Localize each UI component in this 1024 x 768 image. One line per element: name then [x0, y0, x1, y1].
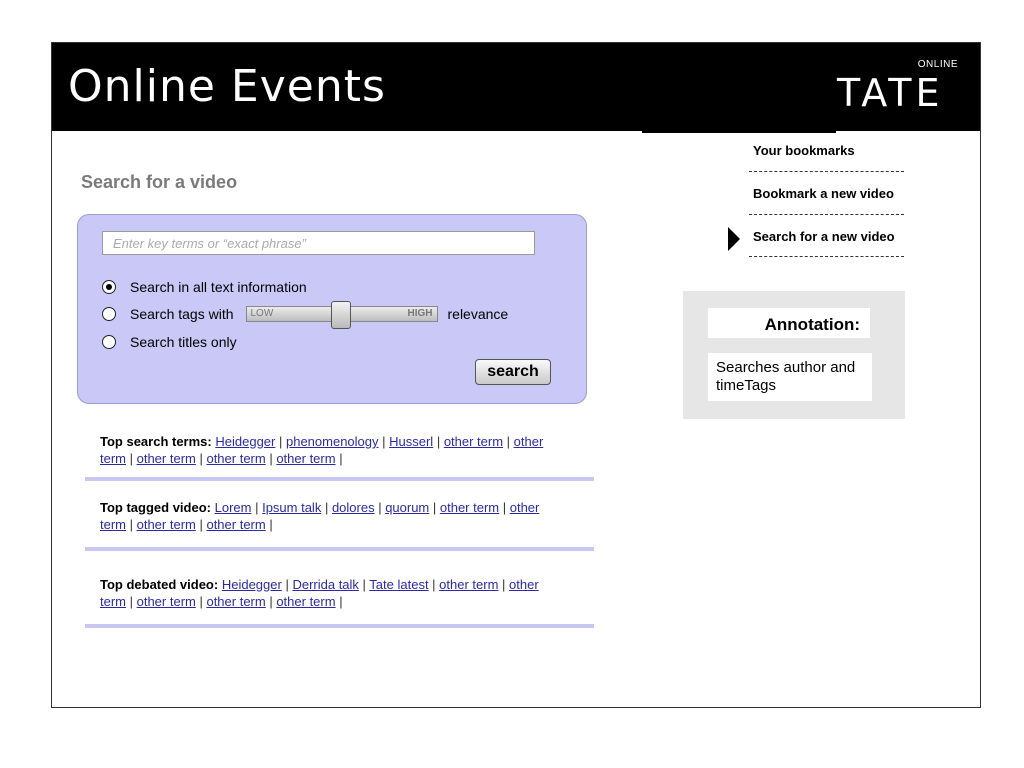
term-separator: |	[358, 577, 370, 592]
nav-item-your-bookmarks[interactable]: Your bookmarks	[753, 143, 855, 158]
term-separator: |	[503, 434, 514, 449]
term-separator: |	[126, 451, 137, 466]
top-tagged-video	[100, 499, 560, 533]
brand-online-text: ONLINE	[917, 59, 958, 70]
term-link[interactable]: other term	[206, 594, 266, 609]
term-link[interactable]: quorum	[385, 500, 430, 515]
term-separator: |	[251, 500, 263, 515]
slider-high-label: HIGH	[407, 308, 433, 319]
term-link[interactable]: other term	[100, 434, 544, 466]
radio-titles[interactable]	[102, 335, 116, 349]
term-separator: |	[265, 451, 277, 466]
term-separator: |	[433, 434, 444, 449]
option-all-text[interactable]	[102, 279, 307, 295]
header-bar	[52, 43, 980, 131]
option-label: Search in all text information	[130, 279, 307, 295]
relevance-slider[interactable]	[246, 306, 438, 322]
search-input[interactable]	[102, 231, 535, 255]
search-panel	[77, 214, 587, 404]
top-debated-video	[100, 576, 560, 610]
tate-logo: TATE	[837, 71, 944, 115]
header-divider	[642, 131, 836, 133]
top-search-terms	[100, 433, 560, 467]
annotation-text: Searches author and timeTags	[708, 353, 872, 401]
term-link[interactable]: dolores	[331, 500, 375, 515]
slider-thumb[interactable]	[331, 301, 351, 329]
term-separator: |	[275, 434, 286, 449]
term-link[interactable]: other term	[276, 594, 336, 609]
term-separator: |	[195, 517, 207, 532]
term-link[interactable]: other term	[136, 517, 196, 532]
term-link[interactable]: other term	[439, 500, 500, 515]
term-link[interactable]: other term	[439, 577, 499, 592]
term-link[interactable]: Ipsum talk	[262, 500, 322, 515]
search-button[interactable]: search	[475, 359, 551, 385]
radio-all-text[interactable]	[102, 280, 116, 294]
term-separator: |	[378, 434, 390, 449]
term-separator: |	[335, 451, 343, 466]
app-title: Online Events	[68, 61, 386, 112]
term-separator: |	[321, 500, 332, 515]
nav-item-search-new-video[interactable]: Search for a new video	[753, 229, 895, 244]
term-link[interactable]: other term	[206, 451, 266, 466]
term-separator: |	[126, 594, 137, 609]
nav-item-bookmark-new-video[interactable]: Bookmark a new video	[753, 186, 894, 201]
section-title: Search for a video	[81, 172, 238, 192]
slider-low-label: LOW	[250, 308, 274, 319]
term-link[interactable]: other term	[100, 577, 539, 609]
list-label: Top search terms:	[100, 434, 212, 449]
list-label: Top tagged video:	[100, 500, 211, 515]
term-link[interactable]: Lorem	[214, 500, 252, 515]
option-tags[interactable]	[102, 306, 508, 322]
term-link[interactable]: phenomenology	[285, 434, 379, 449]
term-link[interactable]: Heidegger	[221, 577, 282, 592]
option-label: Search titles only	[130, 334, 237, 350]
nav-divider	[749, 171, 904, 172]
term-link[interactable]: other term	[443, 434, 504, 449]
term-separator: |	[126, 517, 137, 532]
term-link[interactable]: Tate latest	[369, 577, 429, 592]
term-separator: |	[429, 500, 440, 515]
nav-divider	[749, 214, 904, 215]
list-label: Top debated video:	[100, 577, 219, 592]
radio-tags[interactable]	[102, 307, 116, 321]
term-separator: |	[499, 500, 510, 515]
term-separator: |	[195, 594, 207, 609]
section-divider	[85, 477, 594, 481]
tate-logo-block[interactable]	[837, 43, 980, 131]
section-divider	[85, 624, 594, 628]
term-separator: |	[265, 517, 273, 532]
active-arrow-icon	[728, 227, 740, 251]
term-link[interactable]: other term	[206, 517, 266, 532]
nav-divider	[749, 256, 904, 257]
term-separator: |	[265, 594, 277, 609]
page-frame	[51, 42, 981, 708]
term-link[interactable]: Derrida talk	[292, 577, 359, 592]
term-link[interactable]: other term	[136, 594, 196, 609]
term-separator: |	[428, 577, 440, 592]
option-suffix: relevance	[447, 306, 509, 322]
term-separator: |	[195, 451, 207, 466]
annotation-heading: Annotation:	[708, 308, 870, 338]
term-separator: |	[281, 577, 293, 592]
term-separator: |	[374, 500, 386, 515]
term-separator: |	[335, 594, 343, 609]
option-label: Search tags with	[130, 306, 234, 322]
term-link[interactable]: other term	[100, 500, 540, 532]
annotation-panel	[683, 291, 905, 419]
section-divider	[85, 547, 594, 551]
term-link[interactable]: other term	[276, 451, 336, 466]
term-link[interactable]: other term	[136, 451, 196, 466]
term-link[interactable]: Heidegger	[215, 434, 276, 449]
term-link[interactable]: Husserl	[389, 434, 434, 449]
option-titles[interactable]	[102, 334, 237, 350]
term-separator: |	[498, 577, 510, 592]
